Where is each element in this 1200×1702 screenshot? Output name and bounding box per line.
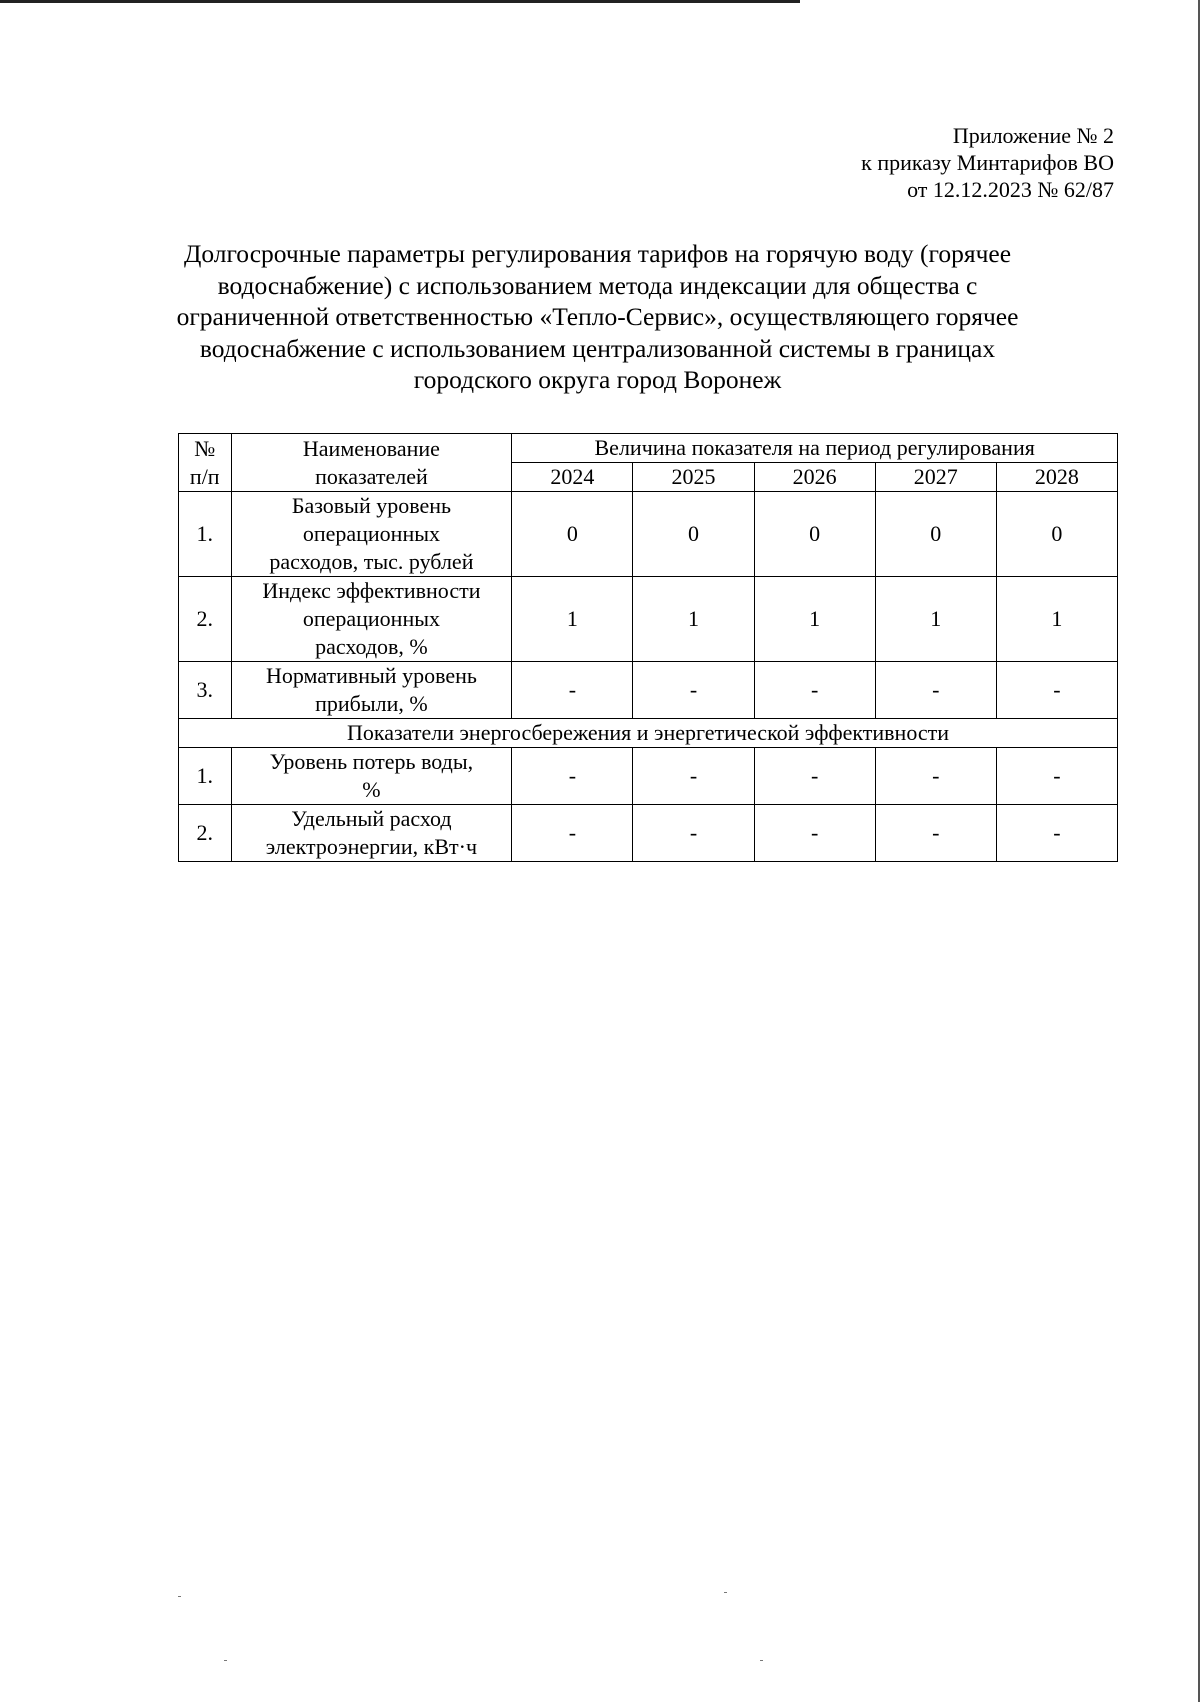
table-row xyxy=(179,805,1118,862)
row-name-line: операционных xyxy=(302,521,441,546)
title-line-2: водоснабжение) с использованием метода индексации для общества с xyxy=(217,270,978,300)
row-name-line: электроэнергии, кВт·ч xyxy=(265,834,478,859)
table-section-row xyxy=(179,719,1118,748)
row-value-cell: 1 xyxy=(754,577,875,662)
header-number-cell xyxy=(179,434,232,492)
row-value-cell: 1 xyxy=(512,577,633,662)
row-name-cell xyxy=(231,662,512,719)
row-number-cell: 3. xyxy=(179,662,232,719)
row-value-cell: - xyxy=(875,805,996,862)
header-year-cell: 2028 xyxy=(996,463,1117,492)
row-value-cell: - xyxy=(633,805,754,862)
row-value-cell: 1 xyxy=(875,577,996,662)
row-name-cell xyxy=(231,805,512,862)
row-value-cell: - xyxy=(754,748,875,805)
parameters-table xyxy=(178,433,1118,862)
header-year-cell: 2027 xyxy=(875,463,996,492)
header-year-cell: 2025 xyxy=(633,463,754,492)
title-line-4: водоснабжение с использованием централизованной системы в границах xyxy=(199,333,996,363)
scan-speck xyxy=(224,1660,227,1661)
row-name-line: операционных xyxy=(302,606,441,631)
row-name-line: Уровень потерь воды, xyxy=(269,749,474,774)
row-number-cell: 1. xyxy=(179,748,232,805)
row-value-cell: - xyxy=(754,805,875,862)
row-value-cell: - xyxy=(875,748,996,805)
row-value-cell: 1 xyxy=(633,577,754,662)
title-line-5: городского округа город Воронеж xyxy=(413,365,782,394)
header-number-line-2: п/п xyxy=(189,463,220,489)
row-value-cell: - xyxy=(996,748,1117,805)
table-header-row-1 xyxy=(179,434,1118,463)
row-value-cell: - xyxy=(633,662,754,719)
row-value-cell: - xyxy=(754,662,875,719)
appendix-line-2: к приказу Минтарифов ВО xyxy=(861,150,1114,175)
title-line-3: ограниченной ответственностью «Тепло-Сервис», осуществляющего горячее xyxy=(176,302,1019,331)
row-name-line: расходов, тыс. рублей xyxy=(269,549,474,574)
appendix-line-1: Приложение № 2 xyxy=(952,123,1114,148)
table-row xyxy=(179,662,1118,719)
table-row xyxy=(179,748,1118,805)
header-year-cell: 2026 xyxy=(754,463,875,492)
row-value-cell: - xyxy=(996,662,1117,719)
header-name-cell xyxy=(231,434,512,492)
row-value-cell: - xyxy=(996,805,1117,862)
row-value-cell: - xyxy=(512,805,633,862)
header-period-cell: Величина показателя на период регулирования xyxy=(512,434,1118,463)
row-name-line: расходов, % xyxy=(315,634,428,659)
header-number-line-1: № xyxy=(194,435,216,461)
scan-top-edge xyxy=(0,0,800,3)
table-row xyxy=(179,577,1118,662)
row-value-cell: 0 xyxy=(996,492,1117,577)
row-name-cell xyxy=(231,577,512,662)
appendix-reference xyxy=(861,122,1114,203)
row-name-line: Нормативный уровень xyxy=(265,663,477,688)
row-number-cell: 2. xyxy=(179,577,232,662)
row-name-cell xyxy=(231,748,512,805)
scan-speck xyxy=(724,1592,727,1593)
appendix-line-3: от 12.12.2023 № 62/87 xyxy=(907,177,1114,202)
row-name-line: прибыли, % xyxy=(315,691,428,716)
row-name-line: % xyxy=(362,777,381,802)
row-value-cell: - xyxy=(633,748,754,805)
row-value-cell: 0 xyxy=(754,492,875,577)
scan-speck xyxy=(178,1596,181,1597)
row-name-line: Удельный расход xyxy=(291,806,452,831)
row-number-cell: 1. xyxy=(179,492,232,577)
header-year-cell: 2024 xyxy=(512,463,633,492)
row-number-cell: 2. xyxy=(179,805,232,862)
row-name-cell xyxy=(231,492,512,577)
row-value-cell: 0 xyxy=(633,492,754,577)
row-value-cell: - xyxy=(875,662,996,719)
row-value-cell: - xyxy=(512,662,633,719)
header-name-line-1: Наименование xyxy=(302,435,440,461)
scan-speck xyxy=(760,1660,763,1661)
section-title-cell: Показатели энергосбережения и энергетической эффективности xyxy=(179,719,1118,748)
row-value-cell: 0 xyxy=(875,492,996,577)
table-row xyxy=(179,492,1118,577)
row-name-line: Базовый уровень xyxy=(291,493,452,518)
header-name-line-2: показателей xyxy=(315,463,428,489)
row-value-cell: 0 xyxy=(512,492,633,577)
row-value-cell: 1 xyxy=(996,577,1117,662)
row-value-cell: - xyxy=(512,748,633,805)
title-line-1: Долгосрочные параметры регулирования тарифов на горячую воду (горячее xyxy=(183,239,1012,268)
row-name-line: Индекс эффективности xyxy=(262,578,481,603)
document-title xyxy=(150,238,1045,396)
